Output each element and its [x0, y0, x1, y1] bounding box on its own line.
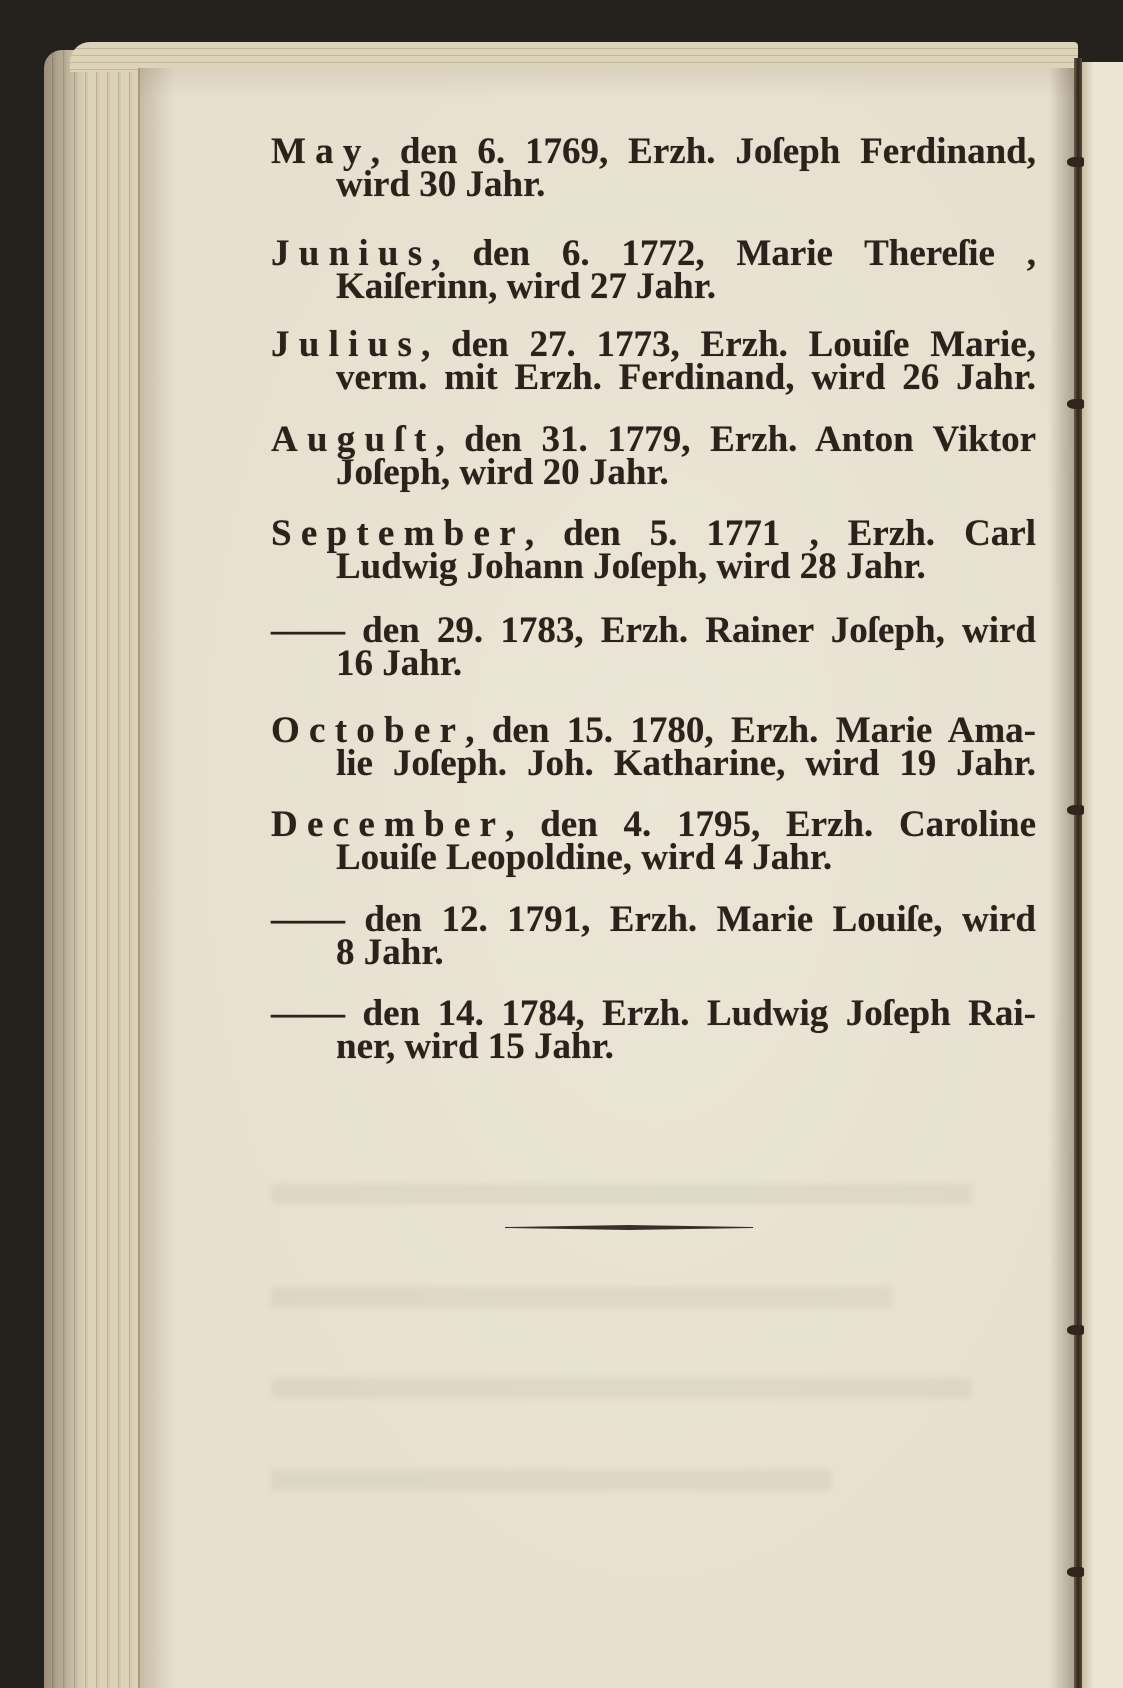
show-through-shadow — [271, 1378, 971, 1398]
ditto-dash: —— — [271, 899, 345, 940]
entry-month: May — [271, 131, 371, 172]
calendar-entry — [271, 513, 1036, 587]
ditto-dash: —— — [271, 610, 345, 651]
calendar-entry — [271, 993, 1036, 1067]
binding-thread-mark — [1067, 157, 1084, 167]
binding-gutter — [1074, 58, 1082, 1688]
calendar-entry — [271, 804, 1036, 878]
binding-thread-mark — [1067, 805, 1084, 815]
facing-page-edge — [1082, 62, 1123, 1688]
entry-continuation: Ludwig Johann Joſeph, wird 28 Jahr. — [336, 546, 926, 587]
entry-month: October — [271, 710, 466, 751]
calendar-entry — [271, 233, 1036, 307]
entry-details: , den 4. 1795, Erzh. Caroline — [505, 804, 1036, 845]
entry-details: den 29. 1783, Erzh. Rainer Joſeph, wird — [345, 610, 1036, 651]
show-through-shadow — [271, 1287, 891, 1307]
entry-continuation: Louiſe Leopoldine, wird 4 Jahr. — [336, 837, 833, 878]
entry-continuation: Kaiſerinn, wird 27 Jahr. — [336, 266, 716, 307]
entry-details: , den 31. 1779, Erzh. Anton Viktor — [435, 419, 1036, 460]
entry-details: , den 27. 1773, Erzh. Louiſe Marie, — [421, 324, 1036, 365]
entry-month: December — [271, 804, 506, 845]
entry-continuation: 16 Jahr. — [336, 643, 463, 684]
page-edges-left — [44, 50, 144, 1688]
entry-continuation: verm. mit Erzh. Ferdinand, wird 26 Jahr. — [336, 357, 1036, 398]
entry-details: , den 5. 1771 , Erzh. Carl — [524, 513, 1036, 554]
book-page — [138, 68, 1075, 1688]
calendar-entry — [271, 131, 1036, 205]
entry-continuation: wird 30 Jahr. — [336, 164, 546, 205]
entry-details: , den 6. 1772, Marie Thereſie , — [431, 233, 1036, 274]
entry-details: den 14. 1784, Erzh. Ludwig Joſeph Rai- — [345, 993, 1036, 1034]
entry-continuation: ner, wird 15 Jahr. — [336, 1026, 614, 1067]
entry-month: Junius — [271, 233, 432, 274]
ditto-dash: —— — [271, 993, 345, 1034]
show-through-shadow — [271, 1470, 831, 1490]
calendar-entry — [271, 610, 1036, 684]
binding-thread-mark — [1067, 1325, 1084, 1335]
entry-details: , den 6. 1769, Erzh. Joſeph Ferdinand, — [370, 131, 1036, 172]
calendar-entry — [271, 419, 1036, 493]
entry-month: Auguſt — [271, 419, 436, 460]
binding-thread-mark — [1067, 1567, 1084, 1577]
entry-continuation: lie Joſeph. Joh. Katharine, wird 19 Jahr. — [336, 743, 1036, 784]
entry-continuation: Joſeph, wird 20 Jahr. — [336, 452, 669, 493]
entry-month: Julius — [271, 324, 422, 365]
entry-month: September — [271, 513, 525, 554]
calendar-entry — [271, 899, 1036, 973]
entry-continuation: 8 Jahr. — [336, 932, 444, 973]
entry-details: , den 15. 1780, Erzh. Marie Ama- — [465, 710, 1036, 751]
entry-details: den 12. 1791, Erzh. Marie Louiſe, wird — [345, 899, 1036, 940]
show-through-shadow — [271, 1184, 971, 1204]
calendar-entry — [271, 324, 1036, 398]
binding-thread-mark — [1067, 399, 1084, 409]
calendar-entry — [271, 710, 1036, 784]
ornamental-rule — [505, 1225, 753, 1230]
